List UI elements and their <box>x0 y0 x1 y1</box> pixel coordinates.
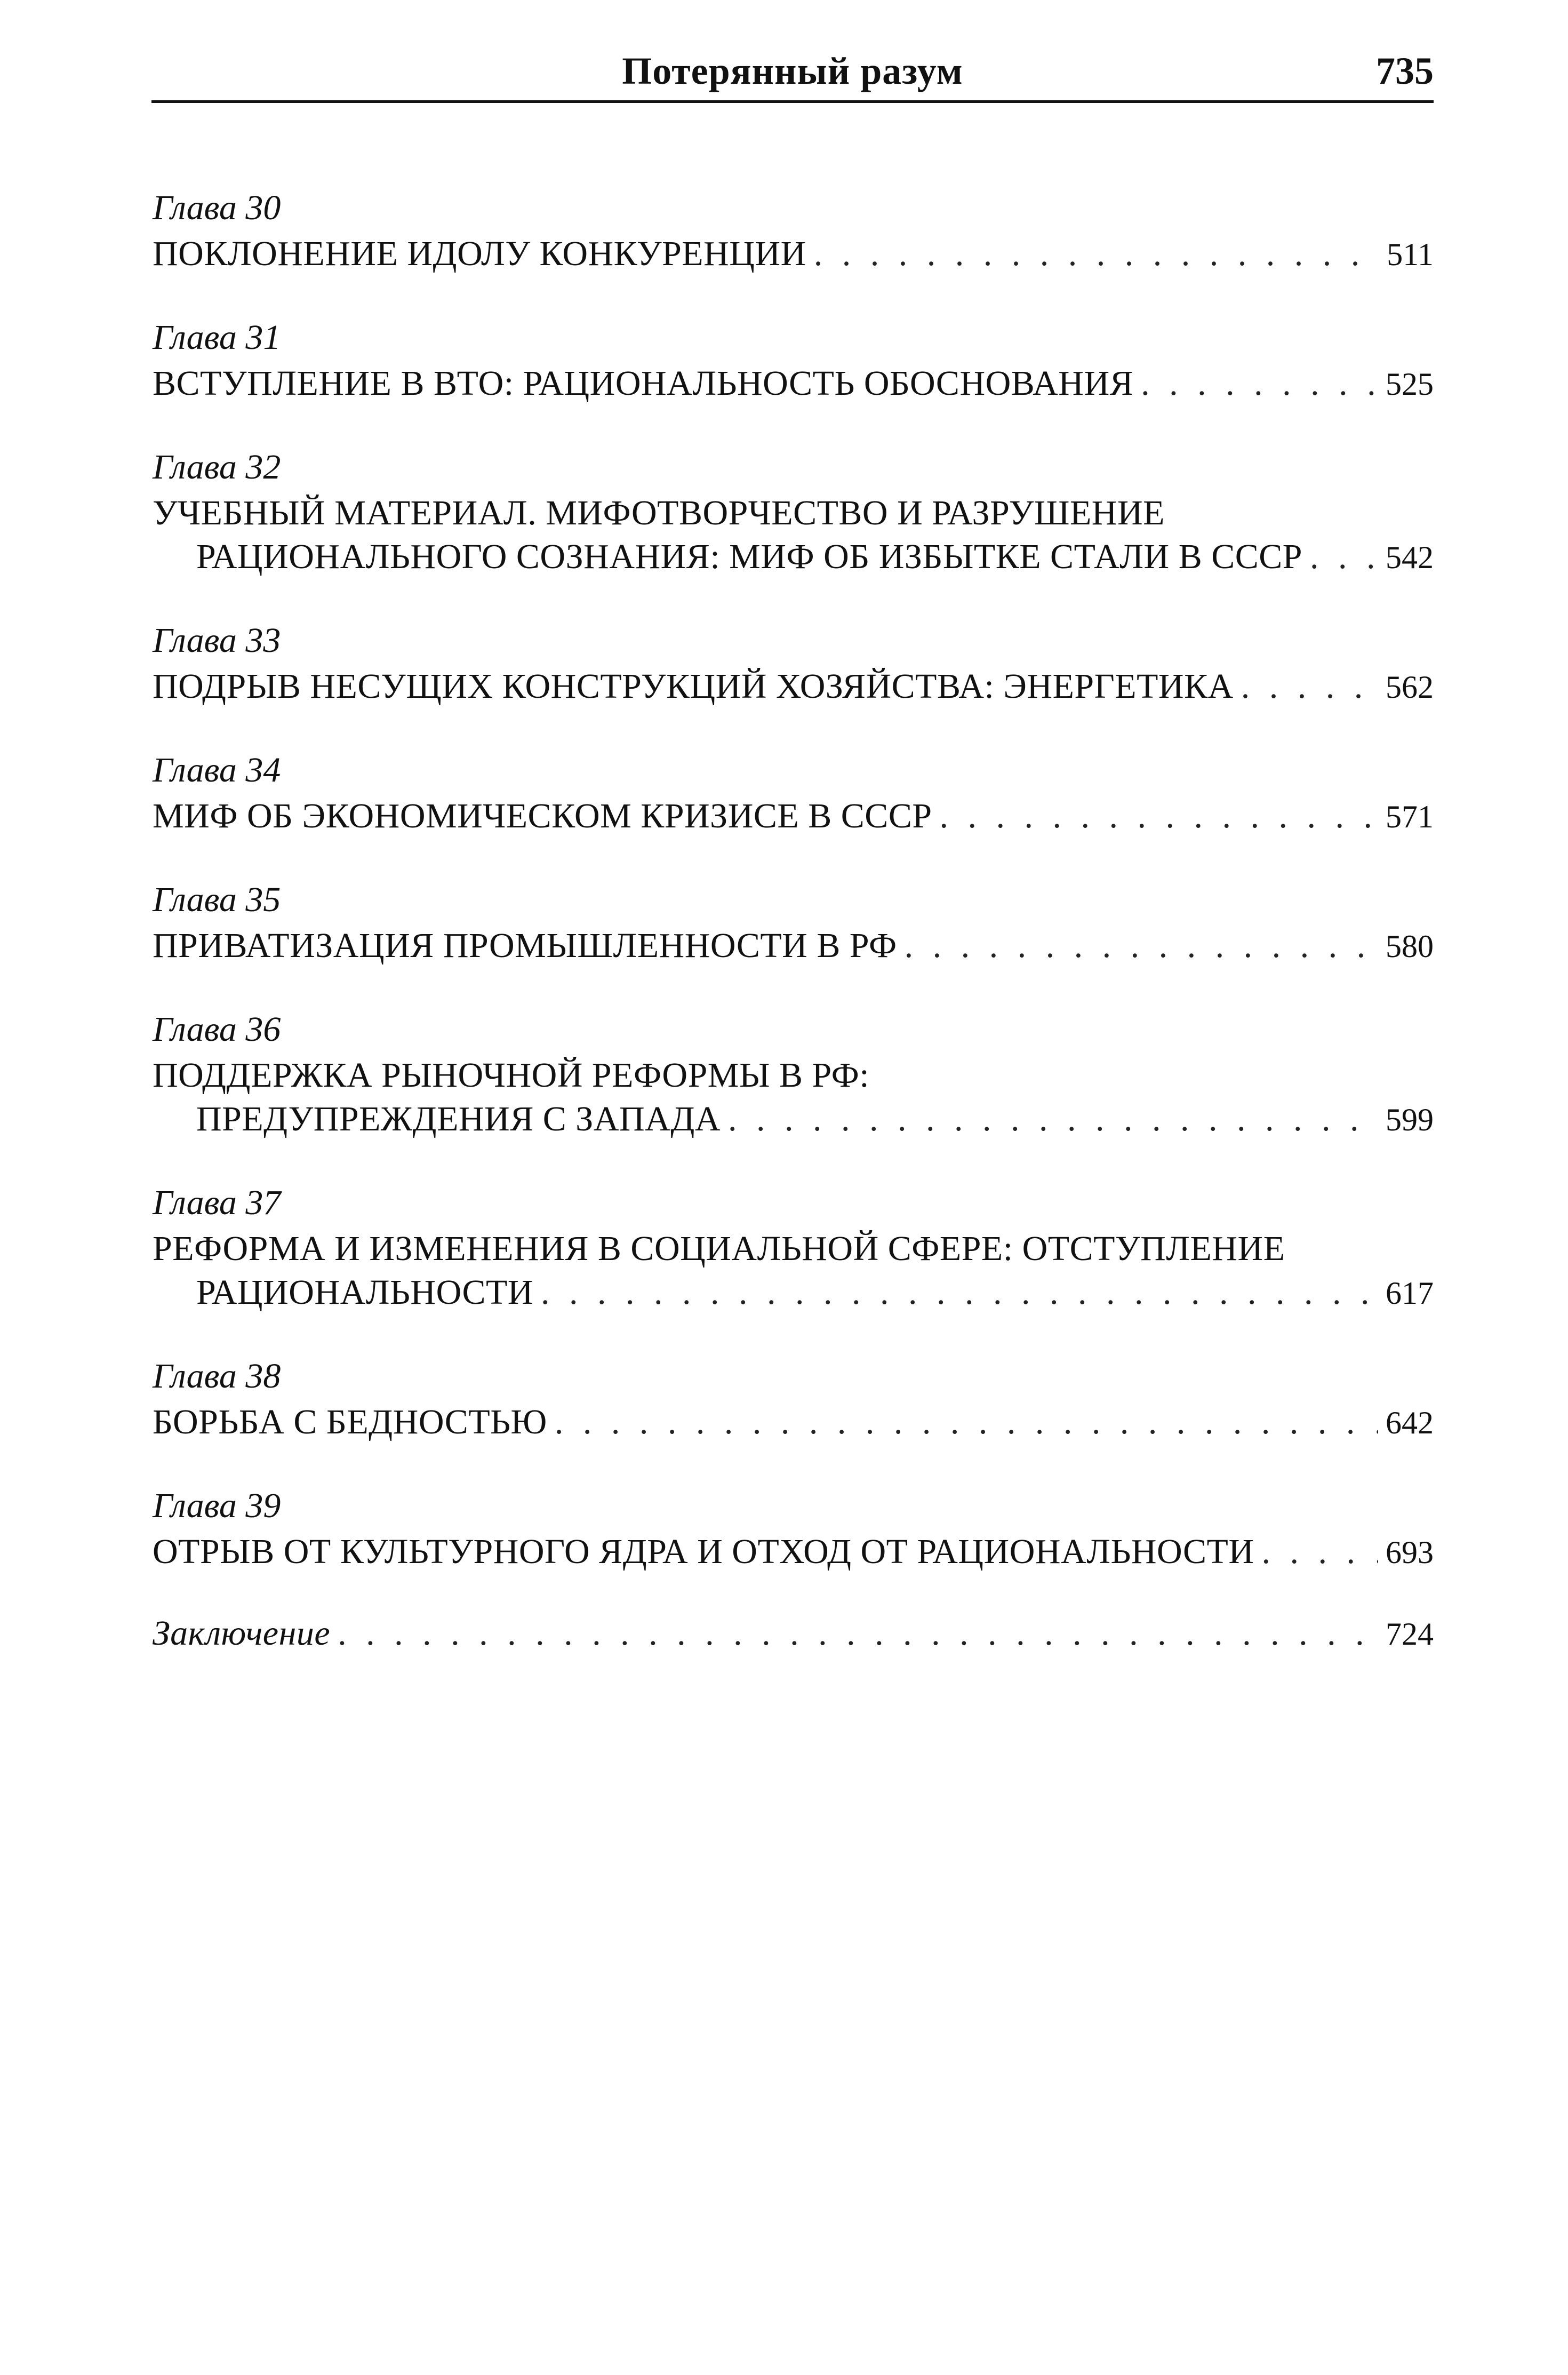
chapter-label: Глава 37 <box>153 1183 281 1222</box>
dot-leader <box>728 1097 1378 1141</box>
toc-entry <box>153 1006 1434 1142</box>
toc-entry <box>153 443 1434 579</box>
toc-page-number: 724 <box>1386 1616 1434 1652</box>
running-head <box>151 49 1434 102</box>
toc-entry <box>153 314 1434 406</box>
chapter-title-row <box>153 535 1434 579</box>
dot-leader <box>814 232 1379 276</box>
toc-page-number: 542 <box>1386 540 1434 575</box>
header-rule <box>151 100 1434 103</box>
chapter-title-row <box>153 794 1434 839</box>
toc-page-number: 562 <box>1386 670 1434 705</box>
toc-entry <box>153 617 1434 709</box>
toc-page-number: 511 <box>1387 237 1434 272</box>
running-title: Потерянный разум <box>622 50 963 92</box>
chapter-title: РАЦИОНАЛЬНОСТИ <box>196 1273 534 1312</box>
toc-page-number: 642 <box>1386 1405 1434 1440</box>
chapter-title: ПРИВАТИЗАЦИЯ ПРОМЫШЛЕННОСТИ В РФ <box>153 926 897 965</box>
chapter-label: Глава 39 <box>153 1486 281 1525</box>
chapter-title: РАЦИОНАЛЬНОГО СОЗНАНИЯ: МИФ ОБ ИЗБЫТКЕ СТАЛИ В СССР <box>196 537 1302 576</box>
toc-entry <box>153 184 1434 276</box>
dot-leader <box>1262 1530 1378 1574</box>
chapter-title-row <box>153 232 1434 276</box>
page-number: 735 <box>1376 50 1434 92</box>
dot-leader <box>1241 665 1378 708</box>
chapter-title-row <box>153 665 1434 709</box>
toc-page-number: 693 <box>1386 1535 1434 1570</box>
toc-page-number: 571 <box>1386 799 1434 834</box>
chapter-title-row <box>153 1530 1434 1574</box>
chapter-title-row <box>153 1400 1434 1445</box>
chapter-label: Глава 35 <box>153 880 281 919</box>
dot-leader <box>338 1612 1378 1655</box>
toc-page-number: 525 <box>1386 366 1434 402</box>
chapter-label: Глава 32 <box>153 448 281 487</box>
chapter-title-row <box>153 1097 1434 1142</box>
chapter-label: Глава 33 <box>153 621 281 660</box>
dot-leader <box>555 1400 1378 1444</box>
toc-entry <box>153 1179 1434 1315</box>
chapter-label: Глава 38 <box>153 1357 281 1396</box>
toc-page-number: 599 <box>1386 1102 1434 1137</box>
toc-entry <box>153 746 1434 839</box>
chapter-title: ПРЕДУПРЕЖДЕНИЯ С ЗАПАДА <box>196 1099 721 1138</box>
chapter-title: ПОДРЫВ НЕСУЩИХ КОНСТРУКЦИЙ ХОЗЯЙСТВА: ЭНЕРГЕТИКА <box>153 667 1234 706</box>
chapter-title: ПОКЛОНЕНИЕ ИДОЛУ КОНКУРЕНЦИИ <box>153 234 806 273</box>
chapter-label: Глава 36 <box>153 1010 281 1049</box>
chapter-title-row <box>153 1271 1434 1315</box>
chapter-title: БОРЬБА С БЕДНОСТЬЮ <box>153 1402 547 1441</box>
chapter-title-line: УЧЕБНЫЙ МАТЕРИАЛ. МИФОТВОРЧЕСТВО И РАЗРУШЕНИЕ <box>153 493 1165 532</box>
toc-page-number: 580 <box>1386 929 1434 964</box>
dot-leader <box>905 924 1378 968</box>
chapter-label: Глава 31 <box>153 318 281 357</box>
toc-entry <box>153 1482 1434 1574</box>
chapter-title-line: ПОДДЕРЖКА РЫНОЧНОЙ РЕФОРМЫ В РФ: <box>153 1056 870 1095</box>
chapter-title-row <box>153 924 1434 968</box>
dot-leader <box>541 1271 1378 1314</box>
chapter-title-line: РЕФОРМА И ИЗМЕНЕНИЯ В СОЦИАЛЬНОЙ СФЕРЕ: ОТСТУПЛЕНИЕ <box>153 1229 1285 1268</box>
dot-leader <box>1141 362 1378 405</box>
toc-entry <box>153 1352 1434 1445</box>
conclusion-title: Заключение <box>153 1614 331 1653</box>
chapter-label: Глава 34 <box>153 751 281 790</box>
toc-entry <box>153 876 1434 968</box>
table-of-contents <box>153 184 1434 1656</box>
chapter-label: Глава 30 <box>153 188 281 227</box>
toc-page-number: 617 <box>1386 1276 1434 1311</box>
dot-leader <box>1310 535 1378 579</box>
chapter-title: ВСТУПЛЕНИЕ В ВТО: РАЦИОНАЛЬНОСТЬ ОБОСНОВАНИЯ <box>153 364 1134 403</box>
conclusion-entry <box>153 1612 1434 1656</box>
chapter-title: МИФ ОБ ЭКОНОМИЧЕСКОМ КРИЗИСЕ В СССР <box>153 796 932 835</box>
chapter-title: ОТРЫВ ОТ КУЛЬТУРНОГО ЯДРА И ОТХОД ОТ РАЦИОНАЛЬНОСТИ <box>153 1532 1254 1571</box>
chapter-title-row <box>153 362 1434 406</box>
dot-leader <box>940 794 1378 838</box>
